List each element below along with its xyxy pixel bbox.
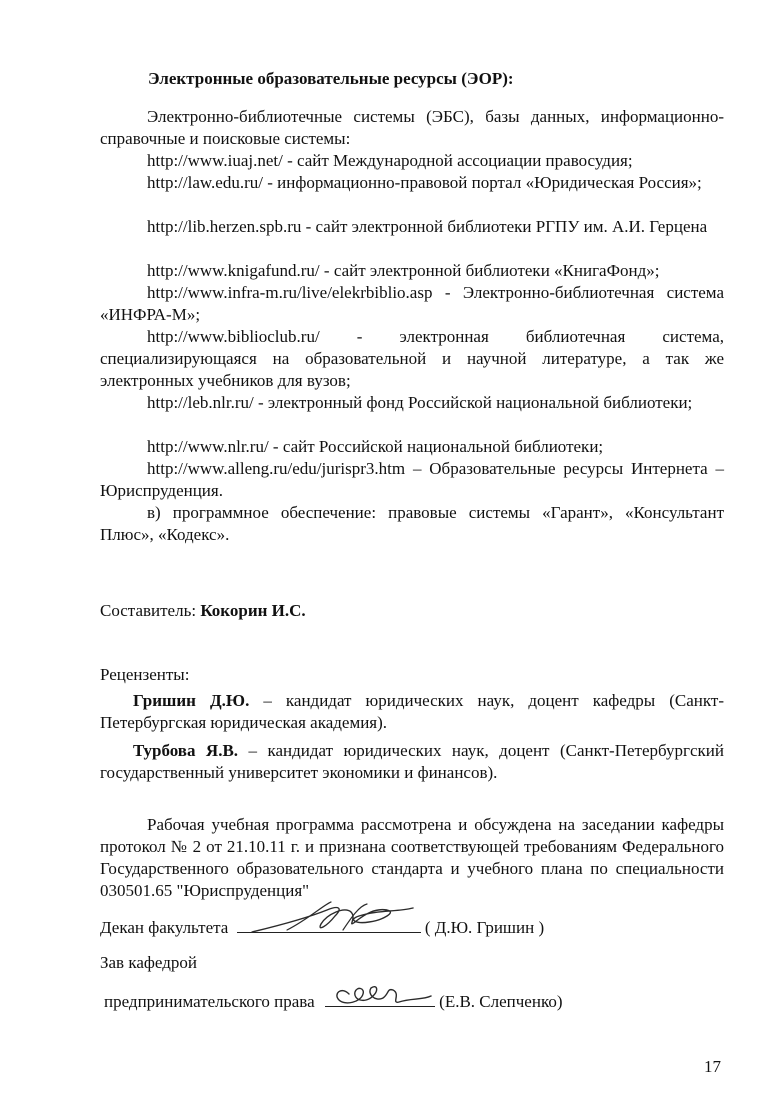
- eor-item-5: http://www.infra-m.ru/live/elekrbiblio.asp - Электронно-библиотечная система «ИНФРА-М»;: [100, 283, 724, 324]
- eor-item-3: http://lib.herzen.spb.ru - сайт электронной библиотеки РГПУ им. А.И. Герцена: [147, 217, 708, 236]
- head-signature-line: [325, 988, 435, 1007]
- compiler-label: Составитель:: [100, 601, 201, 620]
- eor-item-2: http://law.edu.ru/ - информационно-правовой портал «Юридическая Россия»;: [147, 173, 702, 192]
- reviewer-1-desc: – кандидат юридических наук, доцент кафедры (Санкт-Петербургская юридическая академия).: [100, 691, 725, 732]
- eor-item-8: http://www.nlr.ru/ - сайт Российской национальной библиотеки;: [147, 437, 604, 456]
- eor-item-7: http://leb.nlr.ru/ - электронный фонд Российской национальной библиотеки;: [147, 393, 693, 412]
- reviewer-2-desc: – кандидат юридических наук, доцент (Санкт-Петербургский государственный университет экономики и финансов).: [100, 741, 724, 782]
- reviewer-1: [100, 690, 724, 734]
- compiler-name: Кокорин И.С.: [200, 601, 306, 620]
- software-paragraph: в) программное обеспечение: правовые системы «Гарант», «Консультант Плюс», «Кодекс».: [100, 503, 724, 544]
- dean-name: ( Д.Ю. Гришин ): [424, 918, 545, 937]
- dean-label: Декан факультета: [100, 918, 229, 937]
- head-signature-mark: [331, 980, 435, 1010]
- dean-signature-mark: [247, 900, 417, 940]
- compiler-line: [100, 600, 724, 622]
- head-label-1: Зав кафедрой: [100, 953, 197, 972]
- page-number: 17: [704, 1057, 721, 1076]
- reviewer-1-name: Гришин Д.Ю.: [133, 691, 250, 710]
- head-label-2: предпринимательского права: [104, 992, 315, 1011]
- eor-item-6: http://www.biblioclub.ru/ - электронная библиотечная система, специализирующаяся на образовательной и научной литературе, а так же электронных учебников для вузов;: [100, 327, 724, 390]
- eor-item-4: http://www.knigafund.ru/ - сайт электронной библиотеки «КнигаФонд»;: [147, 261, 660, 280]
- eor-item-1: http://www.iuaj.net/ - сайт Международной ассоциации правосудия;: [147, 151, 633, 170]
- approval-paragraph: Рабочая учебная программа рассмотрена и обсуждена на заседании кафедры протокол № 2 от 21.10.11 г. и признана соответствующей требованиям Федерального Государственного образовательного стандарта и учебного плана по специальности 030501.65 "Юриспруденция": [100, 815, 724, 900]
- dean-signature-line: [237, 914, 421, 933]
- head-signature-row: [104, 988, 728, 1013]
- eor-item-9: http://www.alleng.ru/edu/jurispr3.htm – Образовательные ресурсы Интернета – Юриспруденция.: [100, 459, 724, 500]
- reviewers-label: Рецензенты:: [100, 665, 190, 684]
- dean-signature-row: [100, 914, 724, 939]
- reviewer-2-name: Турбова Я.В.: [133, 741, 239, 760]
- head-name: (Е.В. Слепченко): [439, 992, 563, 1011]
- reviewer-2: [100, 740, 724, 784]
- eor-heading: Электронные образовательные ресурсы (ЭОР):: [148, 69, 514, 88]
- eor-intro: Электронно-библиотечные системы (ЭБС), базы данных, информационно-справочные и поисковые системы:: [100, 107, 724, 148]
